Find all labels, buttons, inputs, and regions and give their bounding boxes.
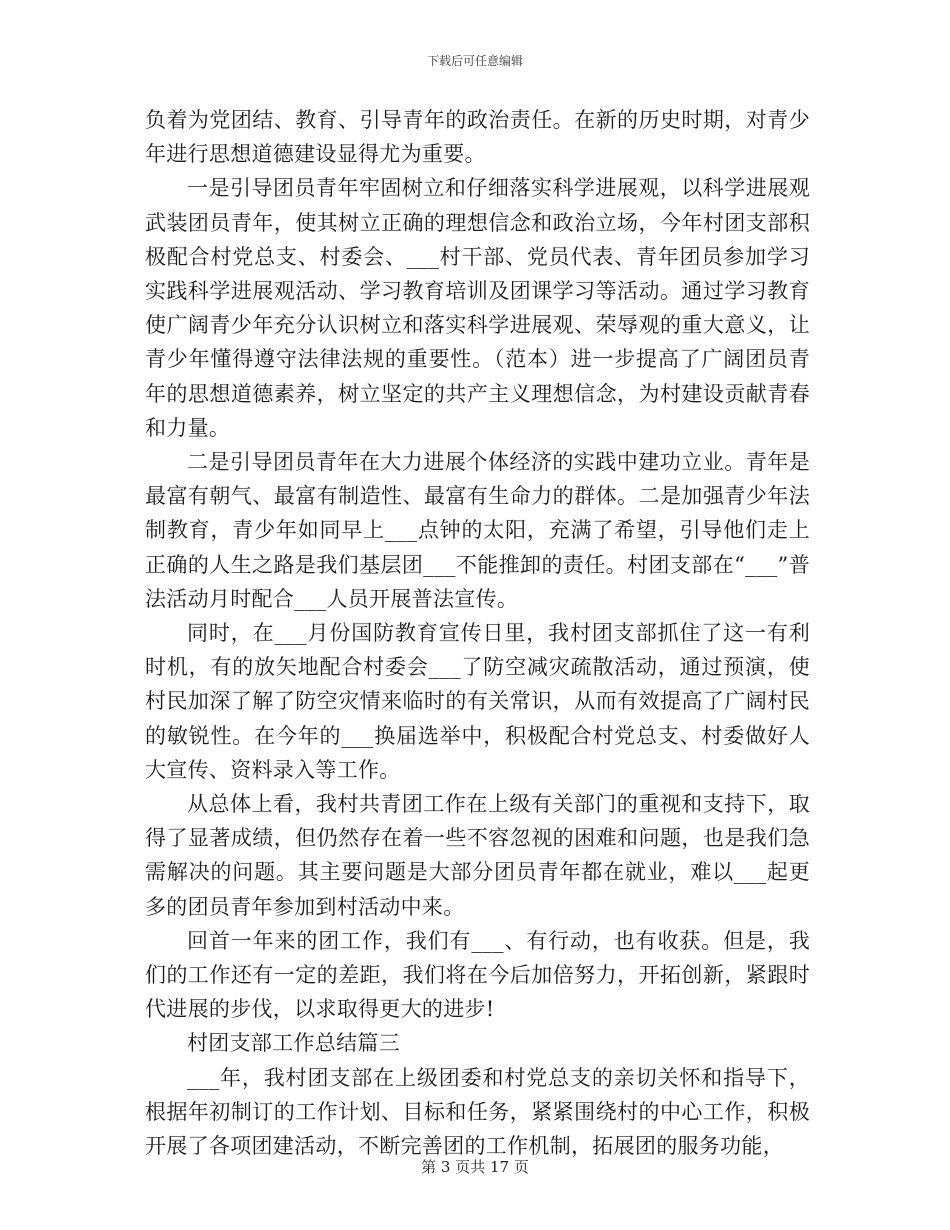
document-body <box>145 103 810 1163</box>
paragraph-item-two: 二是引导团员青年在大力进展个体经济的实践中建功立业。青年是最富有朝气、最富有制造性、最富有生命力的群体。二是加强青少年法制教育，青少年如同早上___点钟的太阳，充满了希望，引导他们走上正确的人生之路是我们基层团___不能推卸的责任。村团支部在“___”普法活动月时配合___人员开展普法宣传。 <box>145 450 810 611</box>
paragraph-simultaneously: 同时，在___月份国防教育宣传日里，我村团支部抓住了这一有利时机，有的放矢地配合村委会___了防空减灾疏散活动，通过预演，使村民加深了解了防空灾情来临时的有关常识，从而有效提高了广阔村民的敏锐性。在今年的___换届选举中，积极配合村党总支、村委做好人大宣传、资料录入等工作。 <box>145 621 810 782</box>
page-footer: 第 3 页共 17 页 <box>421 1158 529 1176</box>
paragraph-overall: 从总体上看，我村共青团工作在上级有关部门的重视和支持下，取得了显著成绩，但仍然存在着一些不容忽视的困难和问题，也是我们急需解决的问题。其主要问题是大部分团员青年都在就业，难以___起更多的团员青年参加到村活动中来。 <box>145 792 810 919</box>
section-heading: 村团支部工作总结篇三 <box>187 1031 400 1056</box>
paragraph-review: 回首一年来的团工作，我们有___、有行动，也有收获。但是，我们的工作还有一定的差距，我们将在今后加倍努力，开拓创新，紧跟时代进展的步伐，以求取得更大的进步! <box>145 928 810 1022</box>
paragraph-continuation: 负着为党团结、教育、引导青年的政治责任。在新的历史时期，对青少年进行思想道德建设显得尤为重要。 <box>145 108 810 167</box>
page-header: 下载后可任意编辑 <box>426 54 523 68</box>
paragraph-section-three-intro: ___年，我村团支部在上级团委和村党总支的亲切关怀和指导下，根据年初制订的工作计划、目标和任务，紧紧围绕村的中心工作，积极开展了各项团建活动，不断完善团的工作机制，拓展团的服务功能， <box>145 1065 810 1159</box>
paragraph-item-one: 一是引导团员青年牢固树立和仔细落实科学进展观，以科学进展观武装团员青年，使其树立正确的理想信念和政治立场，今年村团支部积极配合村党总支、村委会、___村干部、党员代表、青年团员参加学习实践科学进展观活动、学习教育培训及团课学习等活动。通过学习教育使广阔青少年充分认识树立和落实科学进展观、荣辱观的重大意义，让青少年懂得遵守法律法规的重要性。（范本）进一步提高了广阔团员青年的思想道德素养，树立坚定的共产主义理想信念，为村建设贡献青春和力量。 <box>145 176 810 440</box>
